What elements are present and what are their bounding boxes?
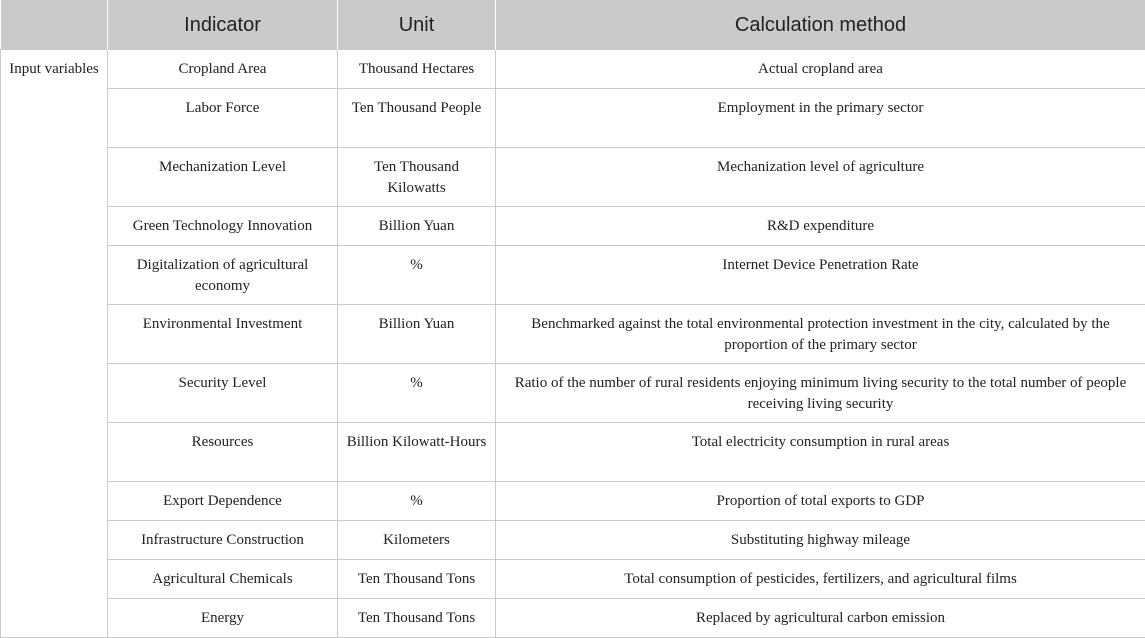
method-cell: Replaced by agricultural carbon emission [496, 599, 1145, 638]
table-row [1, 246, 1145, 305]
indicator-cell: Agricultural Chemicals [108, 560, 338, 599]
table-row [1, 50, 1145, 89]
unit-cell: Billion Yuan [338, 305, 496, 364]
indicator-cell: Green Technology Innovation [108, 207, 338, 246]
indicator-cell: Mechanization Level [108, 148, 338, 207]
method-cell: Actual cropland area [496, 50, 1145, 89]
header-row [1, 1, 1145, 50]
indicator-cell: Labor Force [108, 89, 338, 148]
table-row [1, 560, 1145, 599]
indicator-cell: Environmental Investment [108, 305, 338, 364]
table-row [1, 521, 1145, 560]
table-row [1, 207, 1145, 246]
table-row [1, 364, 1145, 423]
header-group [1, 1, 108, 50]
method-cell: Benchmarked against the total environmental protection investment in the city, calculated by the proportion of the primary sector [496, 305, 1145, 364]
unit-cell: Billion Yuan [338, 207, 496, 246]
unit-cell: Ten Thousand Kilowatts [338, 148, 496, 207]
method-cell: Proportion of total exports to GDP [496, 482, 1145, 521]
unit-cell: % [338, 482, 496, 521]
indicator-cell: Infrastructure Construction [108, 521, 338, 560]
method-cell: Total consumption of pesticides, fertilizers, and agricultural films [496, 560, 1145, 599]
header-calculation-method: Calculation method [496, 1, 1145, 50]
table-row [1, 482, 1145, 521]
indicator-cell: Cropland Area [108, 50, 338, 89]
indicator-cell: Resources [108, 423, 338, 482]
method-cell: Substituting highway mileage [496, 521, 1145, 560]
group-label: Input variables [1, 50, 108, 638]
unit-cell: Billion Kilowatt-Hours [338, 423, 496, 482]
method-cell: R&D expenditure [496, 207, 1145, 246]
table-row [1, 305, 1145, 364]
unit-cell: Thousand Hectares [338, 50, 496, 89]
unit-cell: % [338, 246, 496, 305]
unit-cell: Ten Thousand Tons [338, 599, 496, 638]
method-cell: Ratio of the number of rural residents enjoying minimum living security to the total number of people receiving living security [496, 364, 1145, 423]
table-row [1, 148, 1145, 207]
indicator-cell: Digitalization of agricultural economy [108, 246, 338, 305]
unit-cell: Ten Thousand Tons [338, 560, 496, 599]
table-row [1, 599, 1145, 638]
unit-cell: Ten Thousand People [338, 89, 496, 148]
method-cell: Total electricity consumption in rural areas [496, 423, 1145, 482]
header-indicator: Indicator [108, 1, 338, 50]
table-row [1, 89, 1145, 148]
table-header [1, 1, 1145, 50]
method-cell: Internet Device Penetration Rate [496, 246, 1145, 305]
unit-cell: % [338, 364, 496, 423]
unit-cell: Kilometers [338, 521, 496, 560]
table-row [1, 423, 1145, 482]
table-body [1, 50, 1145, 638]
indicator-cell: Energy [108, 599, 338, 638]
method-cell: Mechanization level of agriculture [496, 148, 1145, 207]
indicator-cell: Export Dependence [108, 482, 338, 521]
method-cell: Employment in the primary sector [496, 89, 1145, 148]
header-unit: Unit [338, 1, 496, 50]
indicator-cell: Security Level [108, 364, 338, 423]
